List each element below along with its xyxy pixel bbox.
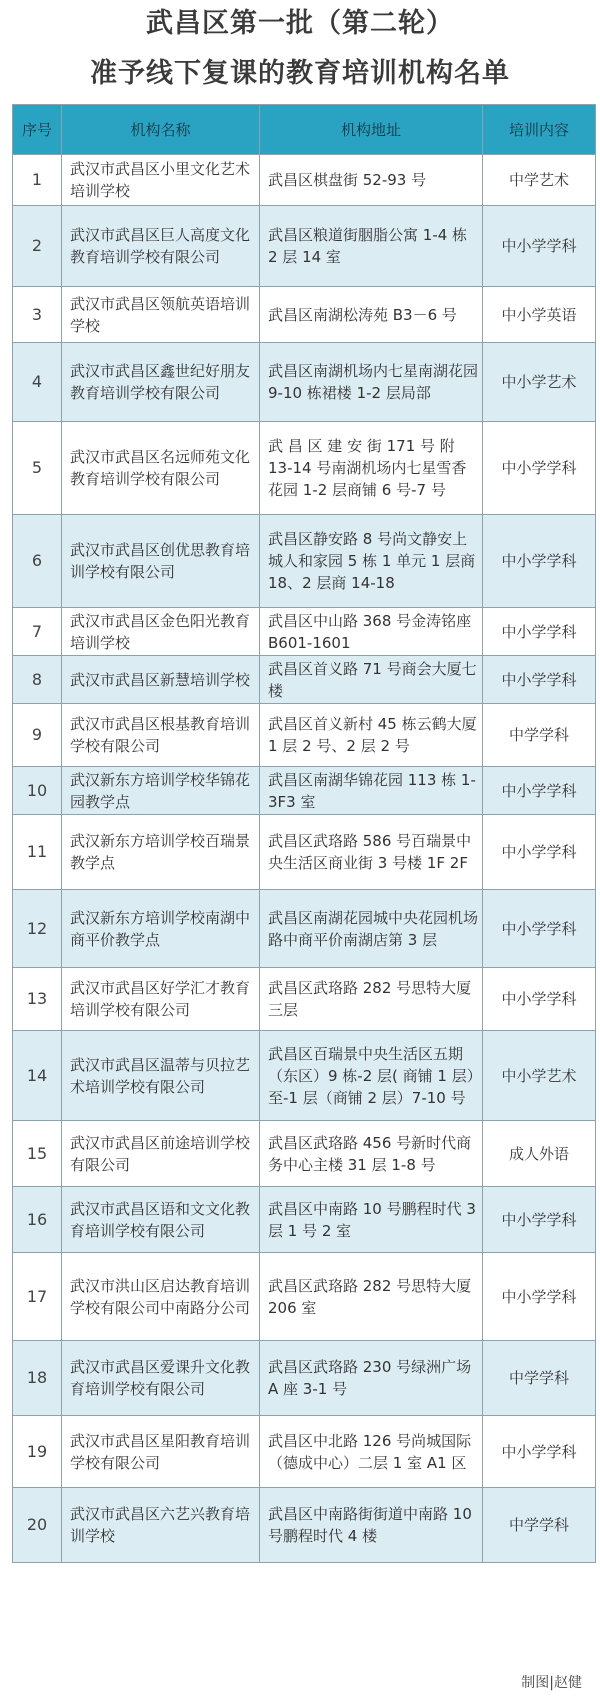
header-address: 机构地址 — [260, 105, 483, 155]
table-row — [13, 815, 596, 890]
table-row — [13, 890, 596, 968]
training-content: 中小学学科 — [483, 656, 596, 704]
row-number: 13 — [13, 968, 62, 1031]
row-number: 8 — [13, 656, 62, 704]
table-header-row — [13, 105, 596, 155]
institution-address: 武昌区南湖华锦花园 113 栋 1-3F3 室 — [260, 767, 483, 815]
training-content: 中小学学科 — [483, 206, 596, 287]
row-number: 2 — [13, 206, 62, 287]
institution-name: 武汉新东方培训学校百瑞景教学点 — [62, 815, 260, 890]
institution-address: 武昌区武珞路 456 号新时代商务中心主楼 31 层 1-8 号 — [260, 1121, 483, 1187]
institution-name: 武汉市武昌区语和文文化教育培训学校有限公司 — [62, 1187, 260, 1253]
institution-name: 武汉市武昌区新慧培训学校 — [62, 656, 260, 704]
table-row — [13, 287, 596, 343]
table-row — [13, 704, 596, 767]
table-row — [13, 155, 596, 206]
table-row — [13, 1341, 596, 1416]
institution-address: 武昌区南湖松涛苑 B3－6 号 — [260, 287, 483, 343]
table-row — [13, 767, 596, 815]
training-content: 中小学学科 — [483, 1416, 596, 1488]
training-content: 中小学学科 — [483, 890, 596, 968]
row-number: 10 — [13, 767, 62, 815]
training-content: 中小学艺术 — [483, 343, 596, 422]
table-row — [13, 515, 596, 608]
institution-table — [12, 104, 596, 1563]
institution-name: 武汉市武昌区星阳教育培训学校有限公司 — [62, 1416, 260, 1488]
table-row — [13, 608, 596, 656]
row-number: 12 — [13, 890, 62, 968]
institution-address: 武昌区首义路 71 号商会大厦七楼 — [260, 656, 483, 704]
training-content: 中小学学科 — [483, 422, 596, 515]
institution-address: 武昌区中北路 126 号尚城国际（德成中心）二层 1 室 A1 区 — [260, 1416, 483, 1488]
institution-name: 武汉市洪山区启达教育培训学校有限公司中南路分公司 — [62, 1253, 260, 1341]
institution-address: 武昌区武珞路 230 号绿洲广场 A 座 3-1 号 — [260, 1341, 483, 1416]
row-number: 14 — [13, 1031, 62, 1121]
table-row — [13, 206, 596, 287]
row-number: 20 — [13, 1488, 62, 1563]
institution-name: 武汉市武昌区领航英语培训学校 — [62, 287, 260, 343]
training-content: 成人外语 — [483, 1121, 596, 1187]
institution-name: 武汉市武昌区根基教育培训学校有限公司 — [62, 704, 260, 767]
table-row — [13, 422, 596, 515]
institution-address: 武昌区百瑞景中央生活区五期（东区）9 栋-2 层( 商铺 1 层）至-1 层（商铺 2 层）7-10 号 — [260, 1031, 483, 1121]
institution-address: 武昌区中山路 368 号金涛铭座 B601-1601 — [260, 608, 483, 656]
training-content: 中小学英语 — [483, 287, 596, 343]
institution-address: 武昌区武珞路 282 号思特大厦三层 — [260, 968, 483, 1031]
table-row — [13, 1121, 596, 1187]
institution-address: 武昌区棋盘街 52-93 号 — [260, 155, 483, 206]
institution-name: 武汉新东方培训学校华锦花园教学点 — [62, 767, 260, 815]
institution-address: 武昌区静安路 8 号尚文静安上城人和家园 5 栋 1 单元 1 层商 18、2 层商 14-18 — [260, 515, 483, 608]
row-number: 17 — [13, 1253, 62, 1341]
institution-name: 武汉市武昌区巨人高度文化教育培训学校有限公司 — [62, 206, 260, 287]
training-content: 中小学学科 — [483, 815, 596, 890]
table-row — [13, 1187, 596, 1253]
header-name: 机构名称 — [62, 105, 260, 155]
training-content: 中学学科 — [483, 1341, 596, 1416]
row-number: 5 — [13, 422, 62, 515]
row-number: 1 — [13, 155, 62, 206]
institution-name: 武汉市武昌区六艺兴教育培训学校 — [62, 1488, 260, 1563]
header-number: 序号 — [13, 105, 62, 155]
institution-name: 武汉市武昌区金色阳光教育培训学校 — [62, 608, 260, 656]
institution-address: 武 昌 区 建 安 街 171 号 附 13-14 号南湖机场内七星雪香花园 1-2 层商铺 6 号-7 号 — [260, 422, 483, 515]
institution-name: 武汉市武昌区前途培训学校有限公司 — [62, 1121, 260, 1187]
row-number: 16 — [13, 1187, 62, 1253]
row-number: 11 — [13, 815, 62, 890]
credit-text: 制图|赵健 — [521, 1675, 582, 1691]
training-content: 中小学学科 — [483, 968, 596, 1031]
row-number: 18 — [13, 1341, 62, 1416]
row-number: 3 — [13, 287, 62, 343]
institution-name: 武汉市武昌区名远师苑文化教育培训学校有限公司 — [62, 422, 260, 515]
row-number: 4 — [13, 343, 62, 422]
institution-address: 武昌区中南路街街道中南路 10 号鹏程时代 4 楼 — [260, 1488, 483, 1563]
training-content: 中小学学科 — [483, 1253, 596, 1341]
training-content: 中小学学科 — [483, 1187, 596, 1253]
institution-address: 武昌区首义新村 45 栋云鹤大厦 1 层 2 号、2 层 2 号 — [260, 704, 483, 767]
institution-name: 武汉市武昌区爱课升文化教育培训学校有限公司 — [62, 1341, 260, 1416]
table-row — [13, 968, 596, 1031]
training-content: 中学学科 — [483, 1488, 596, 1563]
institution-name: 武汉市武昌区温蒂与贝拉艺术培训学校有限公司 — [62, 1031, 260, 1121]
header-content: 培训内容 — [483, 105, 596, 155]
table-row — [13, 1031, 596, 1121]
training-content: 中小学艺术 — [483, 1031, 596, 1121]
training-content: 中学学科 — [483, 704, 596, 767]
training-content: 中小学学科 — [483, 515, 596, 608]
training-content: 中小学学科 — [483, 767, 596, 815]
institution-address: 武昌区武珞路 586 号百瑞景中央生活区商业街 3 号楼 1F 2F — [260, 815, 483, 890]
institution-address: 武昌区粮道街胭脂公寓 1-4 栋 2 层 14 室 — [260, 206, 483, 287]
row-number: 19 — [13, 1416, 62, 1488]
institution-address: 武昌区中南路 10 号鹏程时代 3 层 1 号 2 室 — [260, 1187, 483, 1253]
training-content: 中小学学科 — [483, 608, 596, 656]
row-number: 7 — [13, 608, 62, 656]
row-number: 9 — [13, 704, 62, 767]
table-row — [13, 656, 596, 704]
institution-name: 武汉新东方培训学校南湖中商平价教学点 — [62, 890, 260, 968]
table-row — [13, 343, 596, 422]
institution-address: 武昌区南湖机场内七星南湖花园 9-10 栋裙楼 1-2 层局部 — [260, 343, 483, 422]
table-row — [13, 1416, 596, 1488]
training-content: 中学艺术 — [483, 155, 596, 206]
institution-name: 武汉市武昌区好学汇才教育培训学校有限公司 — [62, 968, 260, 1031]
institution-name: 武汉市武昌区鑫世纪好朋友教育培训学校有限公司 — [62, 343, 260, 422]
institution-name: 武汉市武昌区小里文化艺术培训学校 — [62, 155, 260, 206]
page-title-line-2: 准予线下复课的教育培训机构名单 — [90, 58, 510, 89]
page-title-line-1: 武昌区第一批（第二轮） — [146, 8, 454, 39]
institution-name: 武汉市武昌区创优思教育培训学校有限公司 — [62, 515, 260, 608]
table-row — [13, 1253, 596, 1341]
row-number: 6 — [13, 515, 62, 608]
institution-address: 武昌区武珞路 282 号思特大厦 206 室 — [260, 1253, 483, 1341]
institution-address: 武昌区南湖花园城中央花园机场路中商平价南湖店第 3 层 — [260, 890, 483, 968]
row-number: 15 — [13, 1121, 62, 1187]
table-row — [13, 1488, 596, 1563]
